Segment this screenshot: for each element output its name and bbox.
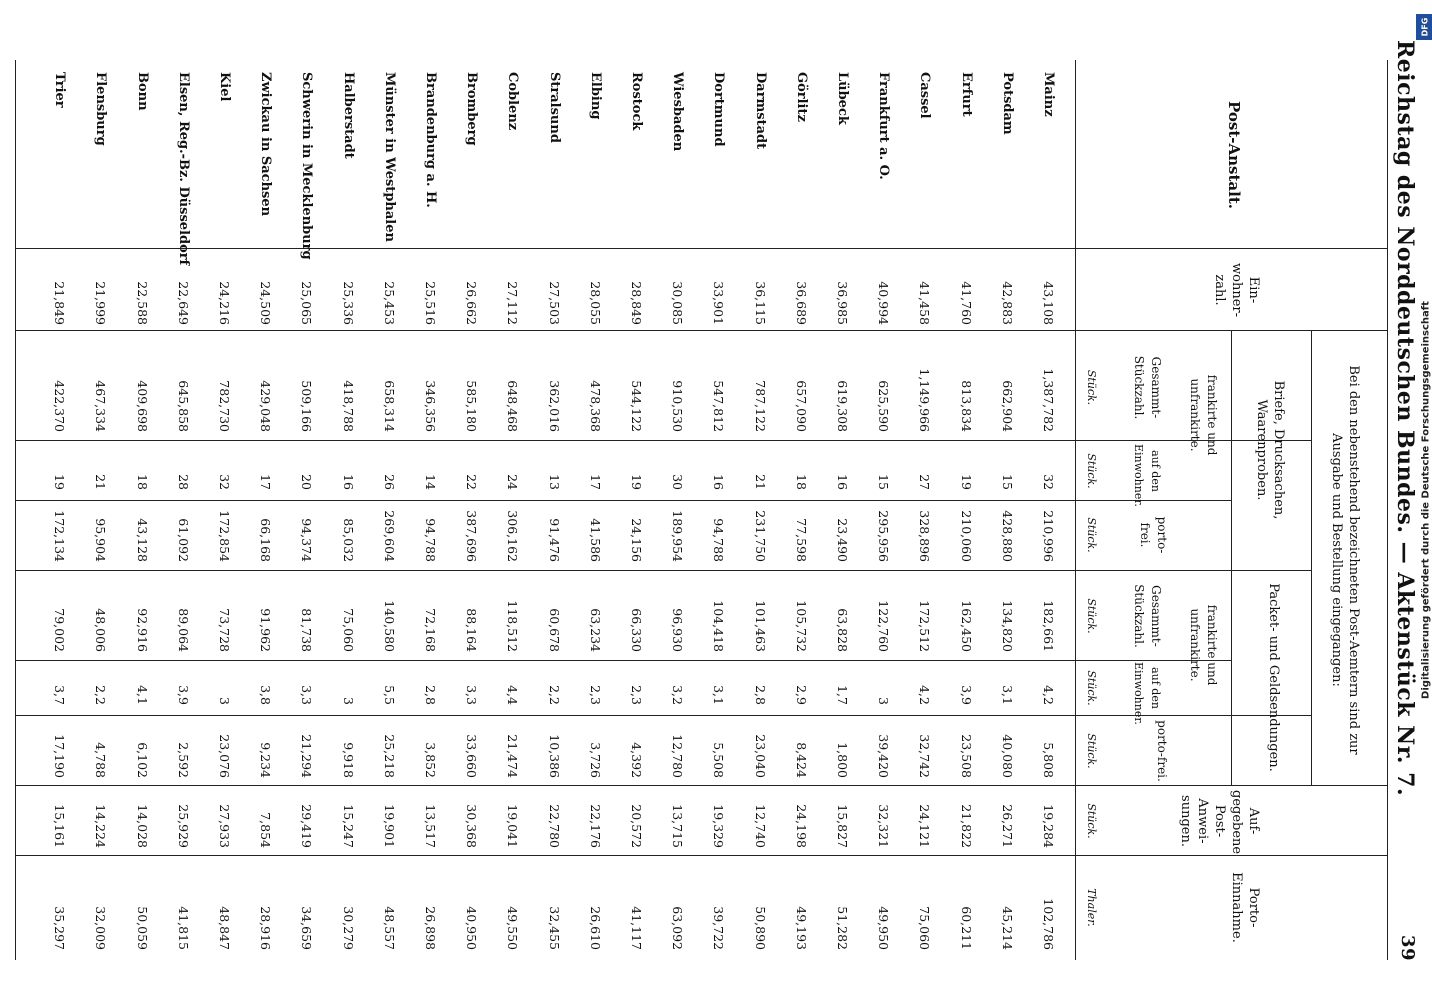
- cell-ew: 30,085: [670, 281, 686, 325]
- cell-pg: 134,820: [999, 600, 1015, 652]
- dfg-logo: DFG: [1416, 14, 1432, 40]
- col-sep-4: [16, 500, 1232, 501]
- cell-pg: 73,728: [217, 608, 232, 652]
- cell-ba: 14: [423, 474, 438, 490]
- cell-bg: 467,334: [93, 380, 109, 432]
- unit-postanweisungen: Stück.: [1085, 803, 1098, 839]
- cell-ein: 60,211: [958, 906, 974, 950]
- header-briefe-gesammt: Gesammt-Stückzahl.: [1132, 355, 1163, 420]
- cell-bp: 428,880: [999, 510, 1015, 562]
- cell-bp: 66,168: [258, 518, 274, 562]
- cell-an: 12,740: [752, 804, 768, 848]
- col-sep-7: [16, 715, 1312, 716]
- banner-line: [1311, 330, 1312, 785]
- cell-pp: 3,852: [423, 742, 438, 778]
- cell-bg: 409,698: [134, 380, 150, 432]
- cell-pp: 21,294: [299, 734, 315, 778]
- cell-pg: 172,512: [917, 600, 933, 652]
- cell-ew: 21,849: [52, 281, 68, 325]
- cell-pg: 101,463: [752, 600, 768, 652]
- cell-pp: 5,508: [711, 742, 727, 778]
- cell-ein: 28,916: [258, 906, 274, 950]
- cell-bp: 77,598: [793, 518, 809, 562]
- cell-ein: 35,297: [52, 906, 68, 950]
- cell-an: 25,929: [175, 804, 191, 848]
- header-bottom-line: [1075, 60, 1076, 960]
- frame-top-line: [1387, 60, 1388, 960]
- cell-pa: 2,2: [546, 685, 562, 705]
- cell-pa: 4,2: [917, 685, 933, 705]
- cell-pa: 2,2: [93, 685, 109, 705]
- cell-ba: 16: [711, 474, 727, 490]
- cell-ein: 40,950: [464, 906, 480, 950]
- cell-pp: 9,918: [340, 742, 356, 778]
- cell-bg: 813,834: [958, 380, 974, 432]
- cell-ba: 32: [1041, 474, 1056, 490]
- header-top-banner: Bei den nebenstehend bezeichneten Post-Aemtern sind zur Ausgabe und Bestellung eingegangen:: [1329, 365, 1361, 755]
- cell-pg: 48,006: [93, 608, 109, 652]
- cell-bg: 658,314: [381, 380, 397, 432]
- cell-pa: 3,3: [464, 685, 480, 705]
- cell-ba: 27: [917, 474, 933, 490]
- cell-pp: 5,808: [1041, 742, 1056, 778]
- unit-packet-gesammt: Stück.: [1085, 598, 1098, 634]
- cell-bg: 782,730: [217, 380, 232, 432]
- cell-an: 32,321: [876, 804, 892, 848]
- cell-an: 13,517: [423, 804, 438, 848]
- row-post-anstalt: Schwerin in Mecklenburg: [299, 72, 315, 260]
- cell-bg: 1,387,782: [1041, 368, 1056, 432]
- cell-bp: 91,476: [546, 518, 562, 562]
- cell-pg: 72,168: [423, 608, 438, 652]
- row-post-anstalt: Trier: [52, 72, 68, 108]
- unit-thaler: Thaler.: [1085, 888, 1098, 927]
- cell-ew: 33,901: [711, 281, 727, 325]
- cell-ew: 36,115: [752, 281, 768, 325]
- cell-pp: 2,592: [175, 742, 191, 778]
- cell-an: 22,176: [587, 804, 603, 848]
- header-briefe-frankirte: frankirte und unfrankirte.: [1188, 374, 1219, 456]
- cell-pg: 92,916: [134, 608, 150, 652]
- cell-pg: 104,418: [711, 600, 727, 652]
- cell-ein: 32,009: [93, 906, 109, 950]
- cell-pa: 2,3: [587, 685, 603, 705]
- cell-ein: 50,059: [134, 906, 150, 950]
- cell-pa: 3,9: [958, 685, 974, 705]
- cell-pp: 23,076: [217, 734, 232, 778]
- cell-bg: 787,122: [752, 380, 768, 432]
- cell-bp: 61,092: [175, 518, 191, 562]
- cell-an: 24,121: [917, 804, 933, 848]
- cell-ew: 22,649: [175, 281, 191, 325]
- cell-bp: 210,060: [958, 510, 974, 562]
- header-post-anstalt: Post-Anstalt.: [1225, 101, 1243, 209]
- row-post-anstalt: Cassel: [917, 72, 933, 119]
- cell-ba: 26: [381, 474, 397, 490]
- cell-ba: 20: [299, 474, 315, 490]
- cell-bg: 418,788: [340, 380, 356, 432]
- cell-bp: 85,032: [340, 518, 356, 562]
- cell-bp: 23,490: [835, 518, 850, 562]
- header-briefe-group: Briefe, Drucksachen, Waarenproben.: [1254, 380, 1286, 520]
- cell-an: 19,284: [1041, 804, 1056, 848]
- cell-pp: 8,424: [793, 742, 809, 778]
- cell-bp: 94,788: [711, 518, 727, 562]
- cell-ba: 21: [93, 474, 109, 490]
- cell-pp: 10,386: [546, 734, 562, 778]
- cell-ew: 24,216: [217, 281, 232, 325]
- cell-an: 27,933: [217, 804, 232, 848]
- cell-ba: 19: [52, 474, 68, 490]
- row-post-anstalt: Zwickau in Sachsen: [258, 72, 274, 217]
- row-post-anstalt: Stralsund: [546, 72, 562, 143]
- cell-an: 21,822: [958, 804, 974, 848]
- cell-ein: 63,092: [670, 906, 686, 950]
- cell-an: 22,780: [546, 804, 562, 848]
- cell-bg: 648,468: [505, 380, 521, 432]
- cell-ew: 27,503: [546, 281, 562, 325]
- unit-briefe-auf-den: Stück.: [1085, 453, 1098, 489]
- cell-bp: 231,750: [752, 510, 768, 562]
- cell-pg: 60,678: [546, 608, 562, 652]
- cell-bg: 619,308: [835, 380, 850, 432]
- cell-pa: 2,3: [629, 685, 644, 705]
- cell-pp: 32,742: [917, 734, 933, 778]
- cell-pa: 4,4: [505, 685, 521, 705]
- row-post-anstalt: Coblenz: [505, 72, 521, 131]
- cell-pp: 6,102: [134, 742, 150, 778]
- cell-ew: 42,883: [999, 281, 1015, 325]
- header-packet-frankirte: frankirte und unfrankirte.: [1188, 604, 1219, 686]
- row-post-anstalt: Halberstadt: [340, 72, 356, 159]
- row-post-anstalt: Kiel: [217, 72, 232, 102]
- cell-ba: 21: [752, 474, 768, 490]
- cell-bg: 509,166: [299, 380, 315, 432]
- cell-pg: 91,962: [258, 608, 274, 652]
- cell-pp: 23,040: [752, 734, 768, 778]
- cell-ba: 16: [835, 474, 850, 490]
- cell-ew: 28,055: [587, 281, 603, 325]
- cell-an: 24,198: [793, 804, 809, 848]
- cell-an: 15,827: [835, 804, 850, 848]
- cell-an: 19,901: [381, 804, 397, 848]
- cell-ein: 48,847: [217, 906, 232, 950]
- cell-ba: 22: [464, 474, 480, 490]
- cell-pa: 3,1: [999, 685, 1015, 705]
- cell-ein: 49,550: [505, 906, 521, 950]
- cell-bg: 1,149,966: [917, 368, 933, 432]
- cell-bp: 269,604: [381, 510, 397, 562]
- cell-pg: 89,064: [175, 608, 191, 652]
- cell-pa: 3,3: [299, 685, 315, 705]
- cell-ein: 48,557: [381, 906, 397, 950]
- row-post-anstalt: Wiesbaden: [670, 72, 686, 152]
- frame-bottom-line: [15, 60, 16, 960]
- cell-bp: 172,854: [217, 510, 232, 562]
- cell-pa: 3: [876, 697, 892, 705]
- cell-pp: 3,726: [587, 742, 603, 778]
- row-post-anstalt: Dortmund: [711, 72, 727, 147]
- cell-an: 19,041: [505, 804, 521, 848]
- col-sep-3: [16, 440, 1312, 441]
- cell-ew: 25,516: [423, 281, 438, 325]
- cell-bp: 387,696: [464, 510, 480, 562]
- cell-pg: 118,512: [505, 600, 521, 652]
- col-sep-5: [16, 570, 1312, 571]
- cell-ein: 102,786: [1041, 898, 1056, 950]
- cell-pa: 3: [217, 697, 232, 705]
- cell-bp: 94,374: [299, 518, 315, 562]
- cell-an: 7,854: [258, 812, 274, 848]
- cell-ew: 25,065: [299, 281, 315, 325]
- cell-bg: 346,356: [423, 380, 438, 432]
- cell-bg: 645,858: [175, 380, 191, 432]
- cell-ein: 41,117: [629, 906, 644, 950]
- cell-ba: 19: [958, 474, 974, 490]
- cell-ew: 43,108: [1041, 281, 1056, 325]
- row-post-anstalt: Münster in Westphalen: [381, 72, 397, 242]
- cell-pa: 3,1: [711, 685, 727, 705]
- cell-ba: 15: [999, 474, 1015, 490]
- header-porto-einnahme: Porto-Einnahme.: [1229, 872, 1261, 943]
- cell-ba: 17: [258, 474, 274, 490]
- cell-pa: 3,9: [175, 685, 191, 705]
- cell-ba: 13: [546, 474, 562, 490]
- cell-pg: 105,732: [793, 600, 809, 652]
- row-post-anstalt: Frankfurt a. O.: [876, 72, 892, 180]
- cell-ew: 27,112: [505, 281, 521, 325]
- cell-pa: 3,8: [258, 685, 274, 705]
- cell-pp: 4,392: [629, 742, 644, 778]
- cell-bp: 43,128: [134, 518, 150, 562]
- cell-pa: 2,9: [793, 685, 809, 705]
- cell-ew: 21,999: [93, 281, 109, 325]
- cell-bp: 41,586: [587, 518, 603, 562]
- cell-an: 20,572: [629, 804, 644, 848]
- cell-bg: 478,368: [587, 380, 603, 432]
- cell-ew: 26,662: [464, 281, 480, 325]
- cell-an: 14,224: [93, 804, 109, 848]
- col-sep-9: [16, 855, 1388, 856]
- cell-ew: 41,760: [958, 281, 974, 325]
- cell-pg: 79,002: [52, 608, 68, 652]
- cell-pg: 75,060: [340, 608, 356, 652]
- unit-briefe-portofrei: Stück.: [1085, 517, 1098, 553]
- cell-ew: 22,588: [134, 281, 150, 325]
- cell-bp: 295,956: [876, 510, 892, 562]
- cell-pa: 1,7: [835, 685, 850, 705]
- cell-an: 14,028: [134, 804, 150, 848]
- row-post-anstalt: Erfurt: [958, 72, 974, 117]
- cell-ba: 19: [629, 474, 644, 490]
- dfg-credit-text: Digitalisierung gefördert durch die Deutsche Forschungsgemeinschaft: [1420, 301, 1432, 699]
- cell-bp: 306,162: [505, 510, 521, 562]
- cell-an: 29,419: [299, 804, 315, 848]
- row-post-anstalt: Potsdam: [999, 72, 1015, 135]
- cell-bg: 585,180: [464, 380, 480, 432]
- cell-pp: 9,234: [258, 742, 274, 778]
- cell-pp: 25,218: [381, 734, 397, 778]
- cell-pg: 182,661: [1041, 600, 1056, 652]
- cell-pa: 3: [340, 697, 356, 705]
- cell-pa: 3,2: [670, 685, 686, 705]
- cell-pp: 4,788: [93, 742, 109, 778]
- cell-ba: 30: [670, 474, 686, 490]
- row-post-anstalt: Bromberg: [464, 72, 480, 146]
- cell-ew: 25,453: [381, 281, 397, 325]
- subgroup-line-packet: [1231, 570, 1232, 785]
- page-number: 39: [1397, 935, 1418, 962]
- cell-ba: 24: [505, 474, 521, 490]
- cell-bg: 910,530: [670, 380, 686, 432]
- cell-ein: 41,815: [175, 906, 191, 950]
- unit-packet-auf-den: Stück.: [1085, 670, 1098, 706]
- cell-ba: 18: [793, 474, 809, 490]
- cell-bp: 95,904: [93, 518, 109, 562]
- cell-pp: 21,474: [505, 734, 521, 778]
- cell-ein: 45,214: [999, 906, 1015, 950]
- cell-bg: 544,122: [629, 380, 644, 432]
- row-post-anstalt: Lübeck: [835, 72, 850, 125]
- cell-ba: 17: [587, 474, 603, 490]
- unit-packet-portofrei: Stück.: [1085, 733, 1098, 769]
- cell-pg: 81,738: [299, 608, 315, 652]
- cell-bp: 328,896: [917, 510, 933, 562]
- cell-pg: 122,760: [876, 600, 892, 652]
- header-briefe-portofrei: porto-frei.: [1138, 516, 1169, 554]
- cell-an: 13,715: [670, 804, 686, 848]
- cell-pp: 33,660: [464, 734, 480, 778]
- cell-ba: 16: [340, 474, 356, 490]
- cell-bp: 24,156: [629, 518, 644, 562]
- col-sep-1: [16, 248, 1388, 249]
- header-briefe-auf-den: auf den Einwohner.: [1132, 444, 1162, 507]
- row-post-anstalt: Rostock: [629, 72, 644, 131]
- cell-pg: 162,450: [958, 600, 974, 652]
- cell-ew: 28,849: [629, 281, 644, 325]
- cell-bp: 189,954: [670, 510, 686, 562]
- row-post-anstalt: Görlitz: [793, 72, 809, 122]
- header-packet-auf-den: auf den Einwohner.: [1132, 662, 1162, 725]
- cell-ein: 26,610: [587, 906, 603, 950]
- cell-bg: 362,016: [546, 380, 562, 432]
- col-sep-2: [16, 330, 1388, 331]
- unit-briefe-gesammt: Stück.: [1085, 369, 1098, 406]
- cell-pp: 12,780: [670, 734, 686, 778]
- cell-pg: 140,580: [381, 600, 397, 652]
- cell-pg: 88,164: [464, 608, 480, 652]
- cell-ein: 49,950: [876, 906, 892, 950]
- cell-ein: 39,722: [711, 906, 727, 950]
- cell-ew: 36,985: [835, 281, 850, 325]
- cell-pa: 2,8: [752, 685, 768, 705]
- cell-ein: 26,898: [423, 906, 438, 950]
- running-title: Reichstag des Norddeutschen Bundes. — Aktenstück Nr. 7.: [1392, 40, 1418, 797]
- cell-ba: 15: [876, 474, 892, 490]
- cell-ein: 34,659: [299, 906, 315, 950]
- cell-ba: 32: [217, 474, 232, 490]
- row-post-anstalt: Darmstadt: [752, 72, 768, 150]
- cell-pa: 3,7: [52, 685, 68, 705]
- cell-an: 26,271: [999, 804, 1015, 848]
- cell-bg: 657,090: [793, 380, 809, 432]
- cell-pa: 4,2: [1041, 685, 1056, 705]
- cell-an: 15,247: [340, 804, 356, 848]
- cell-ew: 40,994: [876, 281, 892, 325]
- cell-bp: 172,134: [52, 510, 68, 562]
- cell-ein: 32,455: [546, 906, 562, 950]
- cell-an: 30,368: [464, 804, 480, 848]
- cell-pa: 2,8: [423, 685, 438, 705]
- cell-an: 15,161: [52, 804, 68, 848]
- cell-ew: 24,509: [258, 281, 274, 325]
- cell-bg: 662,904: [999, 380, 1015, 432]
- header-aufgegebene-postanweisungen: Auf-gegebene Post-Anwei-sungen.: [1178, 790, 1261, 855]
- cell-pg: 66,330: [629, 608, 644, 652]
- row-post-anstalt: Bonn: [134, 72, 150, 111]
- cell-ew: 36,689: [793, 281, 809, 325]
- row-post-anstalt: Elsen, Reg.-Bz. Düsseldorf: [175, 72, 191, 266]
- cell-pa: 5,5: [381, 685, 397, 705]
- cell-bp: 94,788: [423, 518, 438, 562]
- cell-pp: 40,080: [999, 734, 1015, 778]
- cell-bg: 422,370: [52, 380, 68, 432]
- cell-pg: 96,930: [670, 608, 686, 652]
- cell-bg: 625,590: [876, 380, 892, 432]
- cell-pg: 63,828: [835, 608, 850, 652]
- dfg-credit-strip: [1412, 10, 1432, 990]
- cell-ein: 51,282: [835, 906, 850, 950]
- cell-pg: 63,234: [587, 608, 603, 652]
- cell-pp: 23,508: [958, 734, 974, 778]
- cell-ein: 30,279: [340, 906, 356, 950]
- col-sep-6: [16, 660, 1232, 661]
- cell-ba: 18: [134, 474, 150, 490]
- cell-pp: 39,420: [876, 734, 892, 778]
- cell-ba: 28: [175, 474, 191, 490]
- row-post-anstalt: Flensburg: [93, 72, 109, 146]
- cell-bp: 210,996: [1041, 510, 1056, 562]
- row-post-anstalt: Elbing: [587, 72, 603, 120]
- header-packet-gesammt: Gesammt-Stückzahl.: [1132, 584, 1163, 648]
- header-einwohnerzahl: Ein-wohner-zahl.: [1212, 263, 1261, 317]
- cell-ew: 41,458: [917, 281, 933, 325]
- col-sep-8: [16, 785, 1388, 786]
- header-packet-portofrei: porto-frei.: [1155, 720, 1169, 782]
- cell-ein: 49,193: [793, 906, 809, 950]
- header-packet-group: Packet- und Geldsendungen.: [1266, 583, 1281, 772]
- cell-ein: 50,890: [752, 906, 768, 950]
- cell-pp: 17,190: [52, 734, 68, 778]
- row-post-anstalt: Brandenburg a. H.: [423, 72, 438, 208]
- cell-pp: 1,800: [835, 742, 850, 778]
- cell-an: 19,329: [711, 804, 727, 848]
- cell-bg: 429,048: [258, 380, 274, 432]
- row-post-anstalt: Mainz: [1041, 72, 1056, 117]
- cell-pa: 4,1: [134, 685, 150, 705]
- cell-ein: 75,060: [917, 906, 933, 950]
- subgroup-line-briefe: [1231, 330, 1232, 570]
- cell-ew: 25,336: [340, 281, 356, 325]
- cell-bg: 547,812: [711, 380, 727, 432]
